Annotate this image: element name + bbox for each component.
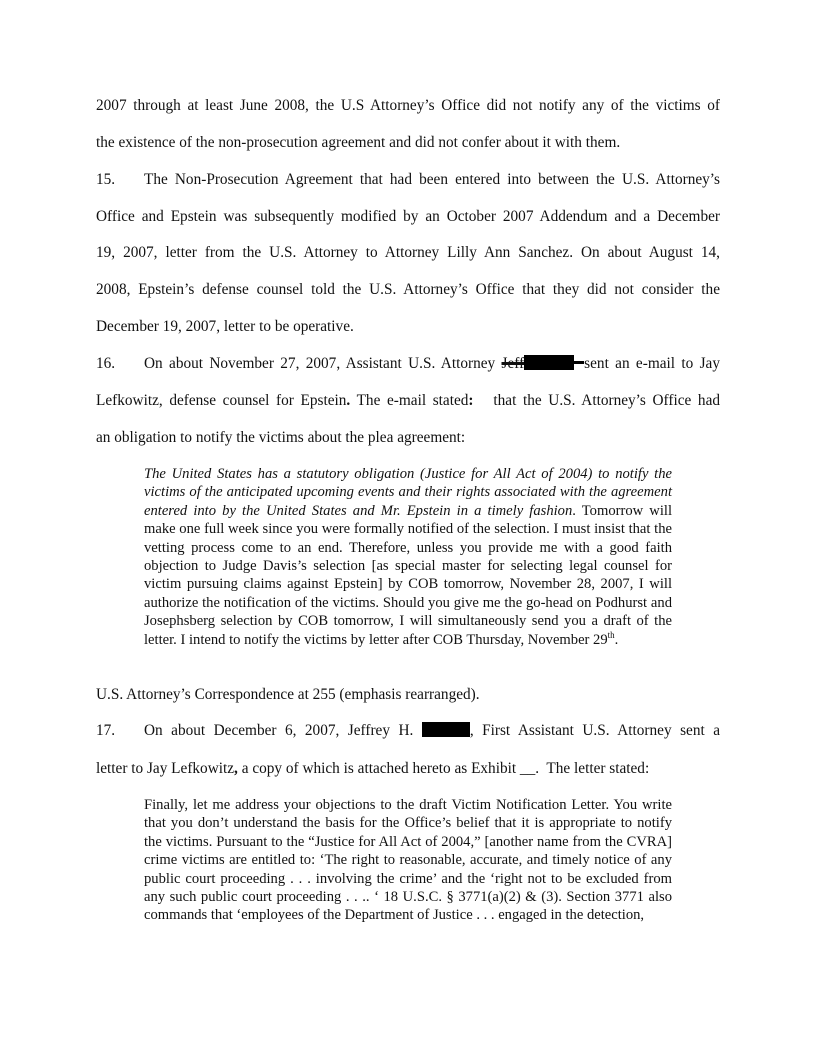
bold-comma: , <box>234 760 238 777</box>
block-quote-letter: Finally, let me address your objections to the draft Victim Notification Letter. You write that you don’t understand the basis for the Office’s belief that it is appropriate to notify the victims. Pursuant to the “Justice for All Act of 2004,” [another name from the CVRA] crime victims are entitled to: ‘The right to reasonable, accurate, and timely notice of any public court proceeding . . . involving the crime’ and the ‘right not to be excluded from any such public court proceeding . . .. ‘ 18 U.S.C. § 3771(a)(2) & (3). Section 3771 also commands that ‘employees of the Department of Justice . . . engaged in the detection, <box>144 797 672 924</box>
text-line: December 19, 2007, letter to be operative. <box>96 318 354 335</box>
text-span: that the U.S. Attorney’s Office had <box>473 392 721 409</box>
text-line: 2007 through at least June 2008, the U.S Attorney’s Office did not notify any of the victims of <box>96 97 720 114</box>
text-span: The e-mail stated <box>350 392 469 409</box>
text-span: On about December 6, 2007, Jeffrey H. <box>144 722 422 739</box>
bold-colon: : <box>468 392 474 409</box>
text-line: 19, 2007, letter from the U.S. Attorney to Attorney Lilly Ann Sanchez. On about August 14, <box>96 244 720 261</box>
quote-text: Tomorrow will make one full week since you were formally notified of the selection. I must insist that the vetting process come to an end. Therefore, unless you provide me with a good faith objection to Judge Davis’s selection [as special master for selecting legal counsel for victim pursuing claims against Epstein] by COB tomorrow, November 28, 2007, I will authorize the notification of the victims. Should you give me the go-head on Podhurst and Josephsberg selection by COB tomorrow, I will simultaneously send you a draft of the letter. I intend to notify the victims by letter after COB Thursday, November 29 <box>144 502 672 648</box>
text-line: the existence of the non-prosecution agreement and did not confer about it with them. <box>96 134 621 151</box>
paragraph-16-line <box>96 355 720 373</box>
block-quote-email <box>144 465 672 649</box>
quote-text: . <box>572 502 576 519</box>
redaction-bar <box>524 355 574 370</box>
text-line: Office and Epstein was subsequently modified by an October 2007 Addendum and a December <box>96 208 720 225</box>
text-span: letter to Jay Lefkowitz <box>96 760 235 777</box>
bold-period: . <box>346 392 351 409</box>
paragraph-number: 15. <box>96 171 116 188</box>
quote-emphasis: The United States has a statutory obligation (Justice for All Act of 2004) to notify the victims of the anticipated upcoming events and their rights associated with the agreement entered into by the United States and Mr. Epstein in a timely fashion <box>144 466 672 519</box>
redaction-bar <box>422 722 470 737</box>
quote-text: . <box>614 631 619 648</box>
text-span: , First Assistant U.S. Attorney sent a <box>469 722 720 739</box>
text-line: an obligation to notify the victims about the plea agreement: <box>96 429 466 446</box>
text-span: On about November 27, 2007, Assistant U.S. Attorney <box>144 355 502 372</box>
superscript: th <box>607 629 615 640</box>
strike-mark <box>574 361 584 364</box>
text-line <box>96 392 720 410</box>
text-span: The Non-Prosecution Agreement that had been entered into between the U.S. Attorney’s <box>144 171 720 188</box>
text-line <box>96 760 720 778</box>
text-span: sent an e-mail to Jay <box>584 355 720 372</box>
text-line: 2008, Epstein’s defense counsel told the U.S. Attorney’s Office that they did not consider the <box>96 281 720 298</box>
citation: U.S. Attorney’s Correspondence at 255 (emphasis rearranged). <box>96 686 480 703</box>
struck-text: Jeff <box>501 355 525 372</box>
text-span: a copy of which is attached hereto as Exhibit __. The letter stated: <box>237 760 650 777</box>
paragraph-number: 16. <box>96 355 116 372</box>
paragraph-number: 17. <box>96 722 116 739</box>
paragraph-15-line <box>96 171 720 189</box>
paragraph-17-line <box>96 722 720 740</box>
text-span: Lefkowitz, defense counsel for Epstein <box>96 392 347 409</box>
